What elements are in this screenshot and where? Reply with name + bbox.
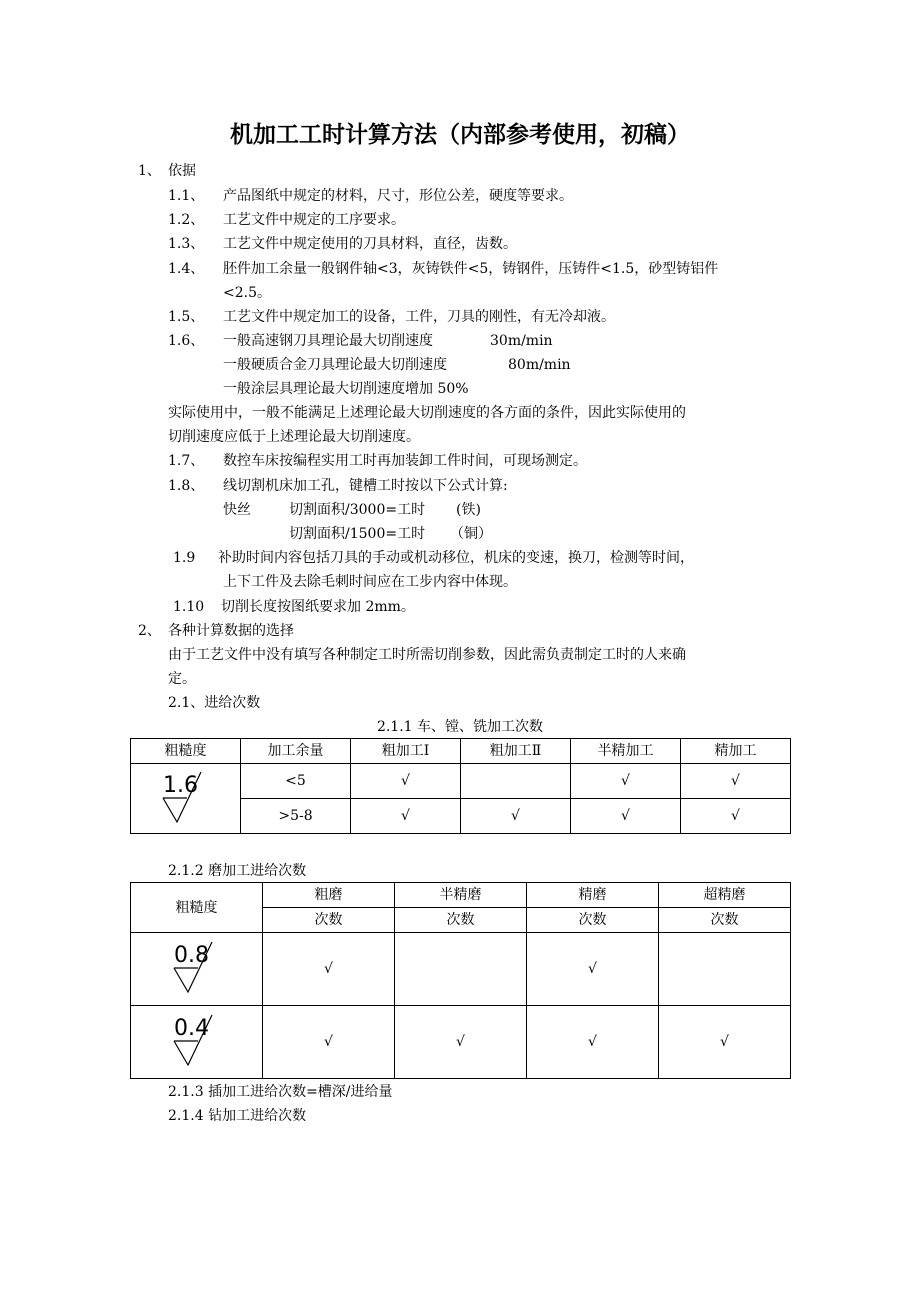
section-1-heading: 依据 bbox=[168, 163, 196, 179]
section-2-heading: 各种计算数据的选择 bbox=[168, 623, 294, 639]
item-text: 工艺文件中规定的工序要求。 bbox=[223, 212, 405, 228]
table-cell: √ bbox=[395, 1006, 527, 1079]
table-machining-passes bbox=[130, 738, 791, 834]
section-1-number: 1、 bbox=[138, 163, 161, 179]
table-header-cell: 半精加工 bbox=[571, 739, 681, 764]
table-cell: √ bbox=[263, 1006, 395, 1079]
roughness-value: 0.4 bbox=[173, 1016, 209, 1041]
item-number: 1.5、 bbox=[168, 309, 205, 325]
item-text: 一般高速钢刀具理论最大切削速度 bbox=[223, 333, 433, 349]
item-number: 1.7、 bbox=[168, 453, 205, 469]
roughness-symbol-cell bbox=[131, 1006, 263, 1079]
table-cell: √ bbox=[351, 799, 461, 834]
item-text-continued: 上下工件及去除毛刺时间应在工步内容中体现。 bbox=[223, 574, 517, 590]
table-header-cell: 半精磨 bbox=[395, 883, 527, 908]
paragraph-line: 定。 bbox=[168, 671, 196, 687]
roughness-value: 1.6 bbox=[162, 772, 198, 798]
paragraph-line: 切削速度应低于上述理论最大切削速度。 bbox=[168, 429, 420, 445]
table-subheader-cell: 次数 bbox=[395, 908, 527, 933]
table-cell bbox=[395, 933, 527, 1006]
table-cell: √ bbox=[351, 764, 461, 799]
item-text: 线切割机床加工孔，键槽工时按以下公式计算: bbox=[223, 478, 508, 494]
paragraph-line: 由于工艺文件中没有填写各种制定工时所需切削参数，因此需负责制定工时的人来确 bbox=[168, 647, 686, 663]
surface-roughness-symbol bbox=[151, 770, 221, 828]
speed-value: 80m/min bbox=[508, 357, 571, 373]
table-cell: √ bbox=[571, 799, 681, 834]
table-2-caption: 2.1.2 磨加工进给次数 bbox=[168, 863, 307, 879]
table-cell: √ bbox=[571, 764, 681, 799]
table-cell: <5 bbox=[241, 764, 351, 799]
roughness-value: 0.8 bbox=[173, 943, 209, 968]
item-number: 1.4、 bbox=[168, 261, 205, 277]
roughness-symbol-cell bbox=[131, 933, 263, 1006]
page-title: 机加工工时计算方法（内部参考使用，初稿） bbox=[230, 122, 690, 148]
formula-material: （铜） bbox=[450, 526, 492, 542]
table-cell: √ bbox=[681, 764, 791, 799]
table-subheader-cell: 次数 bbox=[659, 908, 791, 933]
item-text: 一般涂层具理论最大切削速度增加 50% bbox=[223, 381, 469, 397]
table-grinding-passes bbox=[130, 882, 791, 1079]
table-subheader-cell: 次数 bbox=[263, 908, 395, 933]
table-header-cell: 精加工 bbox=[681, 739, 791, 764]
table-header-cell: 超精磨 bbox=[659, 883, 791, 908]
table-cell: >5-8 bbox=[241, 799, 351, 834]
table-cell bbox=[461, 764, 571, 799]
table-header-cell: 加工余量 bbox=[241, 739, 351, 764]
speed-value: 30m/min bbox=[490, 333, 553, 349]
subsection-heading: 2.1、进给次数 bbox=[168, 695, 261, 711]
table-header-cell: 精磨 bbox=[527, 883, 659, 908]
item-text: 一般硬质合金刀具理论最大切削速度 bbox=[223, 357, 447, 373]
item-text-continued: <2.5。 bbox=[223, 285, 271, 301]
table-header-cell: 粗磨 bbox=[263, 883, 395, 908]
table-cell bbox=[659, 933, 791, 1006]
subsection-line: 2.1.4 钻加工进给次数 bbox=[168, 1108, 307, 1124]
formula: 切割面积/1500=工时 bbox=[289, 526, 426, 542]
item-text: 胚件加工余量一般钢件轴<3，灰铸铁件<5，铸钢件，压铸件<1.5，砂型铸铝件 bbox=[223, 261, 719, 277]
item-number: 1.3、 bbox=[168, 236, 205, 252]
table-subheader-cell: 次数 bbox=[527, 908, 659, 933]
section-2-number: 2、 bbox=[138, 623, 161, 639]
item-text: 数控车床按编程实用工时再加装卸工件时间，可现场测定。 bbox=[223, 453, 587, 469]
item-text: 补助时间内容包括刀具的手动或机动移位，机床的变速，换刀，检测等时间， bbox=[218, 550, 694, 566]
item-number: 1.2、 bbox=[168, 212, 205, 228]
paragraph-line: 实际使用中，一般不能满足上述理论最大切削速度的各方面的条件，因此实际使用的 bbox=[168, 405, 686, 421]
item-text: 切削长度按图纸要求加 2mm。 bbox=[221, 599, 415, 615]
table-cell: √ bbox=[681, 799, 791, 834]
table-header-cell: 粗加工Ⅰ bbox=[351, 739, 461, 764]
table-cell: √ bbox=[527, 933, 659, 1006]
table-header-cell: 粗糙度 bbox=[131, 883, 263, 933]
roughness-symbol-cell bbox=[131, 764, 241, 834]
surface-roughness-symbol bbox=[162, 1013, 232, 1071]
subsection-line: 2.1.3 插加工进给次数=槽深/进给量 bbox=[168, 1084, 393, 1100]
table-header-cell: 粗糙度 bbox=[131, 739, 241, 764]
table-cell: √ bbox=[659, 1006, 791, 1079]
table-cell: √ bbox=[461, 799, 571, 834]
table-cell: √ bbox=[263, 933, 395, 1006]
item-number: 1.8、 bbox=[168, 478, 205, 494]
table-header-cell: 粗加工Ⅱ bbox=[461, 739, 571, 764]
formula-material: (铁) bbox=[456, 502, 481, 518]
item-text: 产品图纸中规定的材料，尺寸，形位公差，硬度等要求。 bbox=[223, 188, 573, 204]
formula: 切割面积/3000=工时 bbox=[289, 502, 426, 518]
surface-roughness-symbol bbox=[162, 940, 232, 998]
item-text: 工艺文件中规定加工的设备，工件，刀具的刚性，有无冷却液。 bbox=[223, 309, 615, 325]
item-text: 工艺文件中规定使用的刀具材料，直径，齿数。 bbox=[223, 236, 517, 252]
item-number: 1.6、 bbox=[168, 333, 205, 349]
table-1-caption: 2.1.1 车、镗、铣加工次数 bbox=[376, 719, 544, 735]
item-number: 1.9 bbox=[173, 550, 196, 566]
item-number: 1.10 bbox=[173, 599, 205, 615]
table-cell: √ bbox=[527, 1006, 659, 1079]
item-number: 1.1、 bbox=[168, 188, 205, 204]
wire-type-label: 快丝 bbox=[223, 502, 251, 518]
